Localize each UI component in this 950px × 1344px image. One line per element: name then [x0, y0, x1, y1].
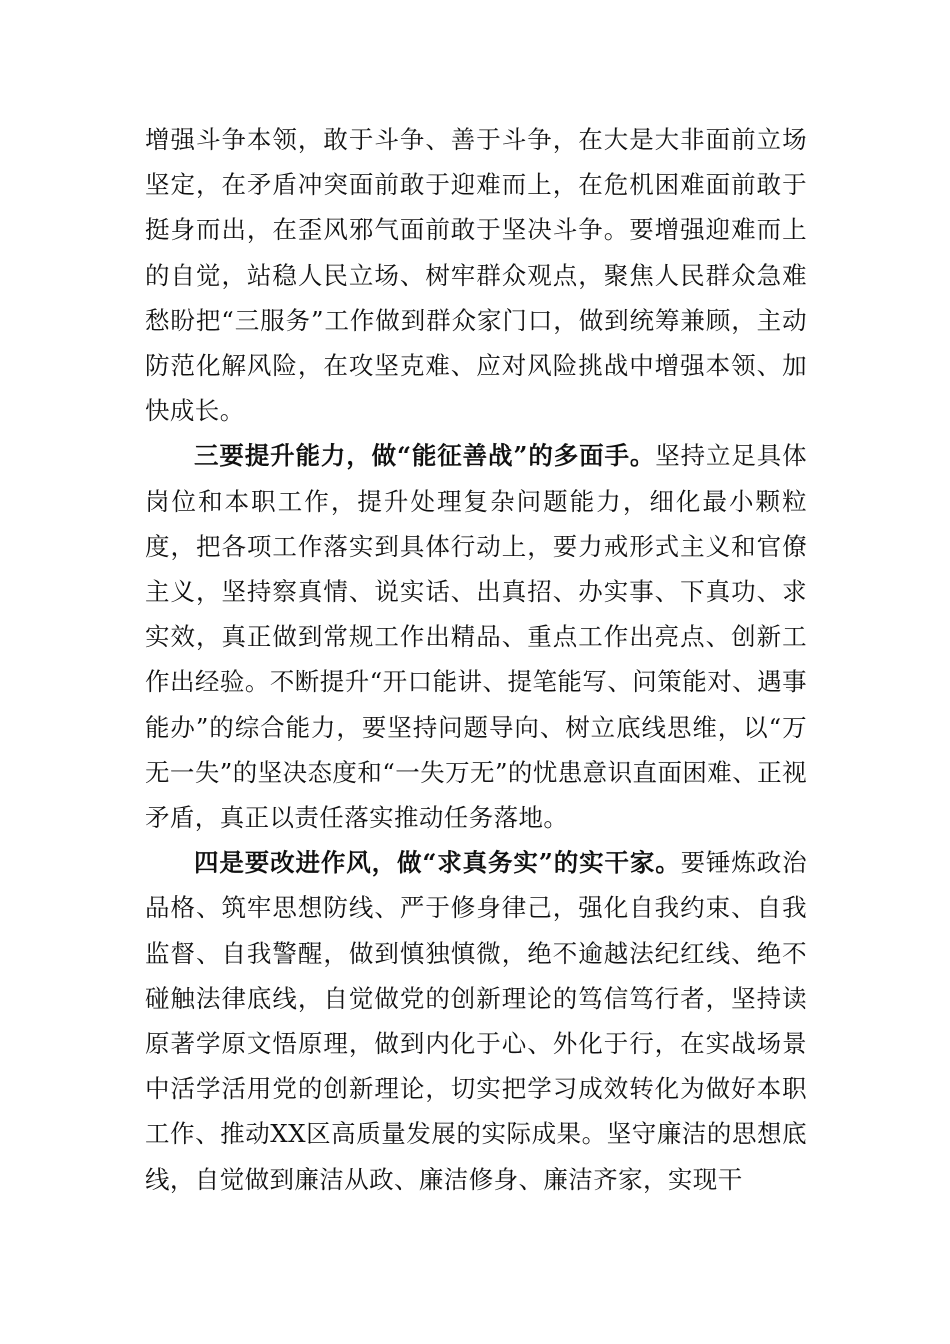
paragraph-section-three	[145, 433, 807, 840]
paragraph-text: 增强斗争本领，敢于斗争、善于斗争，在大是大非面前立场坚定，在矛盾冲突面前敢于迎难而上，在危机困难面前敢于挺身而出，在歪风邪气面前敢于坚决斗争。要增强迎难而上的自觉，站稳人民立场、树牢群众观点，聚焦人民群众急难愁盼把“三服务”工作做到群众家门口，做到统筹兼顾，主动防范化解风险，在攻坚克难、应对风险挑战中增强本领、加快成长。	[145, 125, 807, 426]
section-heading: 三要提升能力，做“能征善战”的多面手。	[194, 441, 656, 471]
paragraph-section-four	[145, 840, 807, 1202]
document-body	[145, 117, 807, 1202]
section-heading: 四是要改进作风，做“求真务实”的实干家。	[194, 848, 681, 878]
paragraph-text: 要锤炼政治品格、筑牢思想防线、严于修身律己，强化自我约束、自我监督、自我警醒，做到慎独慎微，绝不逾越法纪红线、绝不碰触法律底线，自觉做党的创新理论的笃信笃行者，坚持读原著学原文悟原理，做到内化于心、外化于行，在实战场景中活学活用党的创新理论，切实把学习成效转化为做好本职工作、推动XX区高质量发展的实际成果。坚守廉洁的思想底线，自觉做到廉洁从政、廉洁修身、廉洁齐家，实现干	[145, 848, 807, 1194]
paragraph-continuation	[145, 117, 807, 433]
paragraph-text: 坚持立足具体岗位和本职工作，提升处理复杂问题能力，细化最小颗粒度，把各项工作落实到具体行动上，要力戒形式主义和官僚主义，坚持察真情、说实话、出真招、办实事、下真功、求实效，真正做到常规工作出精品、重点工作出亮点、创新工作出经验。不断提升“开口能讲、提笔能写、问策能对、遇事能办”的综合能力，要坚持问题导向、树立底线思维，以“万无一失”的坚决态度和“一失万无”的忧患意识直面困难、正视矛盾，真正以责任落实推动任务落地。	[145, 441, 807, 833]
